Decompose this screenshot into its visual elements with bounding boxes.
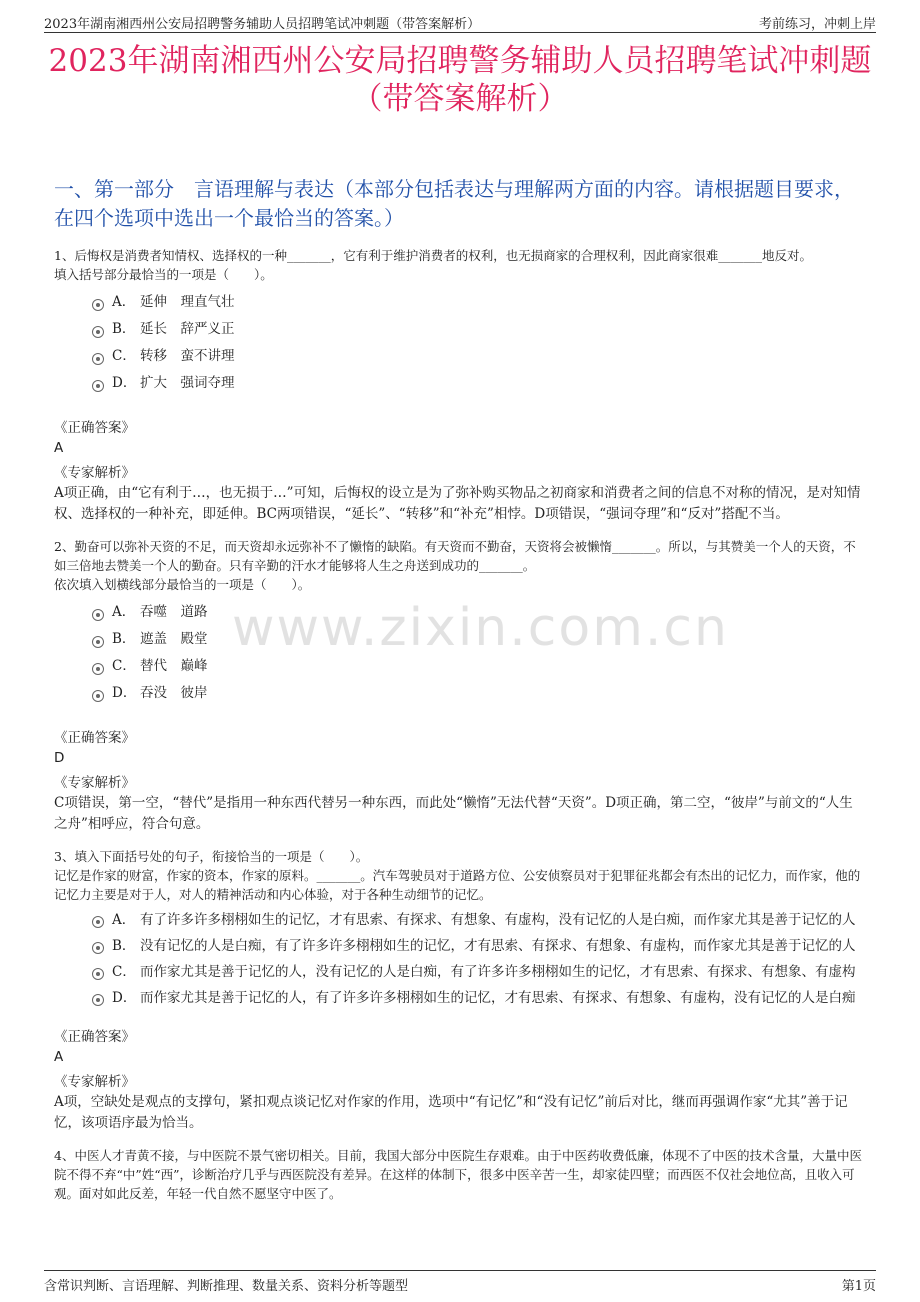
option-a[interactable] <box>92 599 866 626</box>
radio-icon[interactable] <box>92 690 104 702</box>
question-1 <box>54 246 866 525</box>
option-text: 替代 巅峰 <box>140 658 208 674</box>
option-text: 扩大 强词夺理 <box>140 375 235 391</box>
option-b[interactable] <box>92 626 866 653</box>
option-key: A． <box>112 912 136 928</box>
radio-icon[interactable] <box>92 299 104 311</box>
question-3 <box>54 847 866 1134</box>
option-d[interactable] <box>92 987 866 1010</box>
question-4 <box>54 1146 866 1203</box>
option-text: 转移 蛮不讲理 <box>140 348 235 364</box>
answer-value: A <box>54 440 64 456</box>
question-stem: 1、后悔权是消费者知情权、选择权的一种_______，它有利于维护消费者的权利，也无损商家的合理权利，因此商家很难_______地反对。 <box>54 248 812 263</box>
option-text: 延伸 理直气壮 <box>140 294 235 310</box>
option-a[interactable] <box>92 289 866 316</box>
radio-icon[interactable] <box>92 994 104 1006</box>
radio-icon[interactable] <box>92 663 104 675</box>
radio-icon[interactable] <box>92 326 104 338</box>
title-line-1: 2023年湖南湘西州公安局招聘警务辅助人员招聘笔试冲刺题 <box>48 43 872 79</box>
page-title <box>40 42 880 118</box>
analysis-text: A项，空缺处是观点的支撑句，紧扣观点谈记忆对作家的作用，选项中“有记忆”和“没有记忆”前后对比，继而再强调作家“尤其”善于记忆，该项语序最为恰当。 <box>54 1094 848 1131</box>
radio-icon[interactable] <box>92 916 104 928</box>
question-2 <box>54 537 866 835</box>
option-key: C． <box>112 348 136 364</box>
option-text: 吞噬 道路 <box>140 604 208 620</box>
option-key: C． <box>112 658 136 674</box>
analysis-text: C项错误，第一空，“替代”是指用一种东西代替另一种东西，而此处“懒惰”无法代替“天资”。D项正确，第二空，“彼岸”与前文的“人生之舟”相呼应，符合句意。 <box>54 795 853 832</box>
option-key: A． <box>112 604 136 620</box>
radio-icon[interactable] <box>92 968 104 980</box>
title-line-2: （带答案解析） <box>351 81 569 117</box>
option-list <box>92 909 866 1010</box>
footer-note: 含常识判断、言语理解、判断推理、数量关系、资料分析等题型 <box>44 1279 409 1294</box>
question-stem: 2、勤奋可以弥补天资的不足，而天资却永远弥补不了懒惰的缺陷。有天资而不勤奋，天资将会被懒惰_______。所以，与其赞美一个人的天资，不如三倍地去赞美一个人的勤奋。只有辛勤的汗水才能够将人生之舟送到成功的_______。 <box>54 539 856 573</box>
header-doc-title: 2023年湖南湘西州公安局招聘警务辅助人员招聘笔试冲刺题（带答案解析） <box>44 17 481 32</box>
option-key: B． <box>112 938 136 954</box>
radio-icon[interactable] <box>92 353 104 365</box>
page-footer <box>44 1270 876 1295</box>
option-key: B． <box>112 631 136 647</box>
option-list <box>92 599 866 707</box>
option-text: 有了许多许多栩栩如生的记忆，才有思索、有探求、有想象、有虚构，没有记忆的人是白痴，而作家尤其是善于记忆的人 <box>140 912 856 928</box>
option-list <box>92 289 866 397</box>
section-heading: 一、第一部分 言语理解与表达（本部分包括表达与理解两方面的内容。请根据题目要求，在四个选项中选出一个最恰当的答案。） <box>54 177 854 230</box>
option-b[interactable] <box>92 935 866 958</box>
option-d[interactable] <box>92 370 866 397</box>
analysis-label: 《专家解析》 <box>54 1074 135 1090</box>
option-text: 延长 辞严义正 <box>140 321 235 337</box>
answer-value: A <box>54 1049 64 1065</box>
question-prompt: 依次填入划横线部分最恰当的一项是（ ）。 <box>54 577 311 592</box>
radio-icon[interactable] <box>92 942 104 954</box>
answer-value: D <box>54 750 65 766</box>
option-key: D． <box>112 685 137 701</box>
question-passage: 记忆是作家的财富，作家的资本，作家的原料。_______。汽车驾驶员对于道路方位、公安侦察员对于犯罪征兆都会有杰出的记忆力，而作家，他的记忆力主要是对于人，对人的精神活动和内心体验，对于各种生动细节的记忆。 <box>54 868 861 902</box>
option-c[interactable] <box>92 961 866 984</box>
option-key: D． <box>112 990 137 1006</box>
page-header <box>44 10 876 33</box>
option-d[interactable] <box>92 680 866 707</box>
header-slogan: 考前练习，冲刺上岸 <box>758 17 876 32</box>
page-number: 第1页 <box>841 1279 876 1294</box>
option-text: 遮盖 殿堂 <box>140 631 208 647</box>
question-stem: 4、中医人才青黄不接，与中医院不景气密切相关。目前，我国大部分中医院生存艰难。由于中医药收费低廉，体现不了中医的技术含量，大量中医院不得不弃“中”姓“西”，诊断治疗几乎与西医院没有差异。在这样的体制下，很多中医辛苦一生，却家徒四壁；而西医不仅社会地位高，且收入可观。面对如此反差，年轻一代自然不愿坚守中医了。 <box>54 1148 862 1201</box>
option-b[interactable] <box>92 316 866 343</box>
option-key: D． <box>112 375 137 391</box>
question-stem: 3、填入下面括号处的句子，衔接恰当的一项是（ ）。 <box>54 849 369 864</box>
radio-icon[interactable] <box>92 380 104 392</box>
radio-icon[interactable] <box>92 609 104 621</box>
answer-label: 《正确答案》 <box>54 420 135 436</box>
analysis-text: A项正确，由“它有利于…，也无损于…”可知，后悔权的设立是为了弥补购买物品之初商家和消费者之间的信息不对称的情况，是对知情权、选择权的一种补充，即延伸。BC两项错误，“延长”、“转移”和“补充”相悖。D项错误，“强词夺理”和“反对”搭配不当。 <box>54 485 861 522</box>
option-text: 而作家尤其是善于记忆的人，有了许多许多栩栩如生的记忆，才有思索、有探求、有想象、有虚构，没有记忆的人是白痴 <box>140 990 856 1006</box>
question-prompt: 填入括号部分最恰当的一项是（ ）。 <box>54 267 273 282</box>
question-list <box>54 246 866 1209</box>
radio-icon[interactable] <box>92 636 104 648</box>
option-c[interactable] <box>92 653 866 680</box>
option-key: C． <box>112 964 136 980</box>
option-a[interactable] <box>92 909 866 932</box>
watermark: www.zixin.com.cn <box>232 598 729 658</box>
analysis-label: 《专家解析》 <box>54 775 135 791</box>
option-text: 吞没 彼岸 <box>140 685 208 701</box>
answer-label: 《正确答案》 <box>54 1029 135 1045</box>
option-key: B． <box>112 321 136 337</box>
option-key: A． <box>112 294 136 310</box>
option-text: 没有记忆的人是白痴，有了许多许多栩栩如生的记忆，才有思索、有探求、有想象、有虚构，而作家尤其是善于记忆的人 <box>140 938 856 954</box>
option-text: 而作家尤其是善于记忆的人，没有记忆的人是白痴，有了许多许多栩栩如生的记忆，才有思索、有探求、有想象、有虚构 <box>140 964 856 980</box>
analysis-label: 《专家解析》 <box>54 465 135 481</box>
option-c[interactable] <box>92 343 866 370</box>
answer-label: 《正确答案》 <box>54 730 135 746</box>
